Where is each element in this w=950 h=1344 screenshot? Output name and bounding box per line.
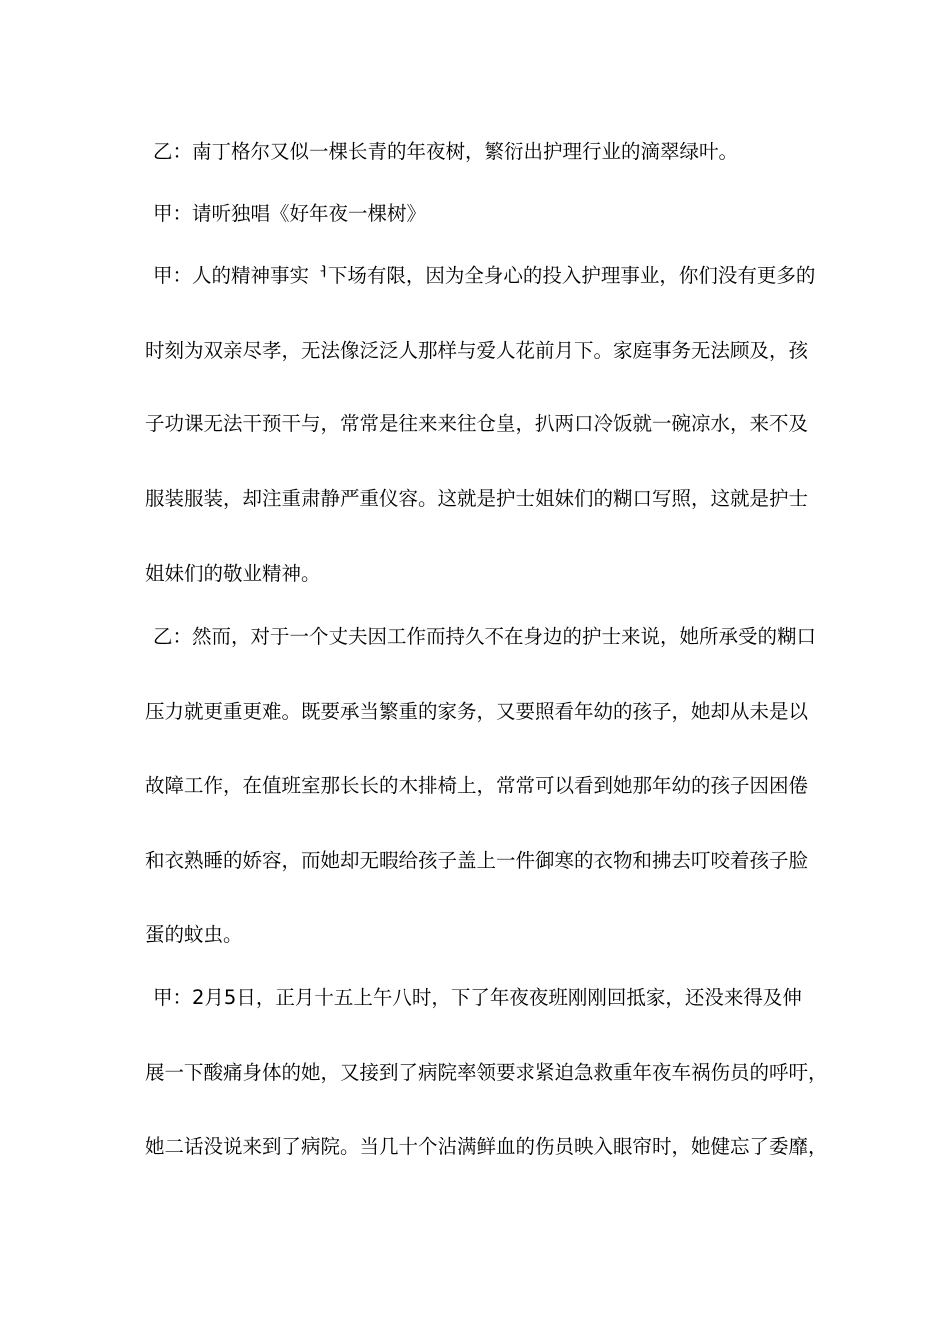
text-line: 蛋的蚊虫。 xyxy=(145,923,243,946)
text-line: 故障工作，在值班室那长长的木排椅上，常常可以看到她那年幼的孩子因困倦 xyxy=(145,774,809,797)
text-line: 时刻为双亲尽孝，无法像泛泛人那样与爱人花前月下。家庭事务无法顾及，孩 xyxy=(145,339,809,362)
text-line: 和衣熟睡的娇容，而她却无暇给孩子盖上一件御寒的衣物和拂去叮咬着孩子脸 xyxy=(145,849,809,872)
text-line: 子功课无法干预干与，常常是往来来往仓皇，扒两口冷饭就一碗凉水，来不及 xyxy=(145,412,809,435)
text-line: 服装服装，却注重肃静严重仪容。这就是护士姐妹们的糊口写照，这就是护士 xyxy=(145,487,809,510)
text-line: 乙：然而，对于一个丈夫因工作而持久不在身边的护士来说，她所承受的糊口 xyxy=(153,625,817,648)
text-line: 展一下酸痛身体的她，又接到了病院率领要求紧迫急救重年夜车祸伤员的呼吁， xyxy=(145,1061,828,1084)
text-line: 甲：请听独唱《好年夜一棵树》 xyxy=(153,202,427,225)
text-line: 甲：人的精神事实ᅥ下场有限，因为全身心的投入护理事业，你们没有更多的 xyxy=(153,264,816,287)
text-line: 甲：2月5日，正月十五上午八时，下了年夜夜班刚刚回抵家，还没来得及伸 xyxy=(153,986,802,1009)
text-line: 乙：南丁格尔又似一棵长青的年夜树，繁衍出护理行业的滴翠绿叶。 xyxy=(153,140,739,163)
text-line: 压力就更重更难。既要承当繁重的家务，又要照看年幼的孩子，她却从未是以 xyxy=(145,700,809,723)
text-line: 她二话没说来到了病院。当几十个沾满鲜血的伤员映入眼帘时，她健忘了委靡， xyxy=(145,1135,828,1158)
text-line: 姐妹们的敬业精神。 xyxy=(145,562,321,585)
